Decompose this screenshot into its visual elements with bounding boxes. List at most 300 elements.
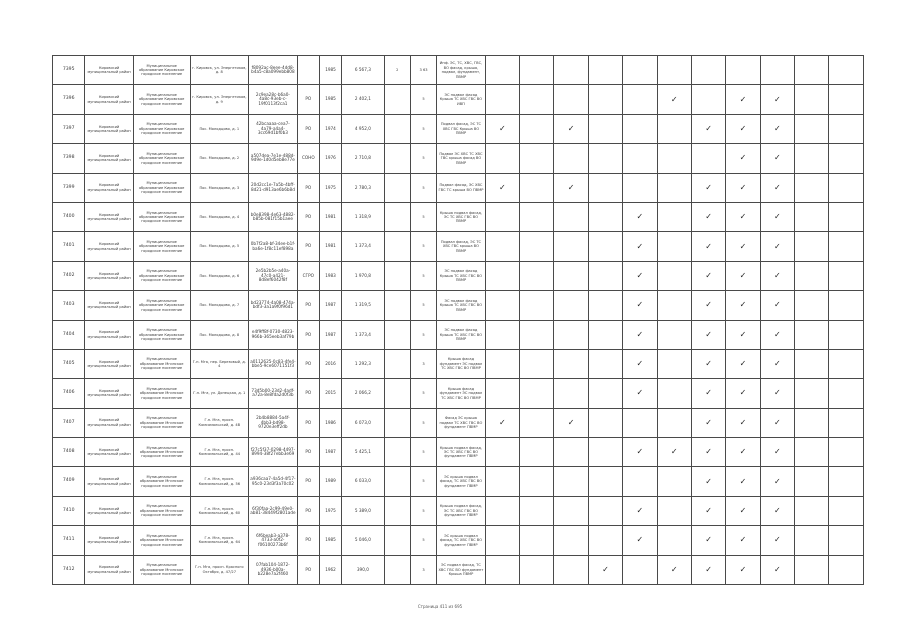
work-check-cell: [829, 408, 864, 437]
check-mark-icon: ✓: [774, 94, 781, 104]
works-list: ЭС крыша подвал фасад, ТС ХВС ГВС ВО фундамент ПВМР: [437, 526, 486, 555]
ownership-form: РО: [297, 555, 319, 584]
guid-code: 2e5b2b5e-a40a-47c0-a421-8d8ef6042f8f: [249, 261, 298, 290]
work-check-cell: [829, 526, 864, 555]
check-mark-icon: ✓: [705, 564, 712, 574]
settlement-name: Муниципальное образование Мгинское городское поселение: [133, 349, 190, 378]
build-year: 1985: [319, 526, 341, 555]
work-check-cell: [726, 438, 760, 467]
settlement-name: Муниципальное образование Кировское городское поселение: [133, 202, 190, 231]
work-check-cell: [795, 85, 829, 114]
check-mark-icon: ✓: [636, 300, 644, 310]
check-mark-icon: ✓: [739, 94, 747, 104]
work-check-cell: [588, 467, 622, 496]
work-check-cell: [657, 555, 691, 584]
entrance-count: 5: [410, 261, 436, 290]
area-value: 1 318,9: [342, 202, 384, 231]
table-row: [53, 526, 864, 555]
check-mark-icon: ✓: [705, 212, 712, 222]
floor-count: [384, 555, 410, 584]
ownership-form: РО: [297, 320, 319, 349]
check-mark-icon: ✓: [636, 447, 644, 457]
work-check-cell: [554, 114, 588, 143]
work-check-cell: [588, 291, 622, 320]
work-check-cell: [588, 349, 622, 378]
district-name: Кировский муниципальный район: [85, 56, 134, 85]
ownership-form: РО: [297, 202, 319, 231]
row-number: 7401: [53, 232, 85, 261]
check-mark-icon: ✓: [636, 535, 644, 545]
guid-code: a507dea-7e1e-488d-9d9e-1d0d5eb8e77e: [249, 144, 298, 173]
work-check-cell: [691, 261, 725, 290]
check-mark-icon: ✓: [739, 388, 747, 398]
entrance-count: 5: [410, 438, 436, 467]
work-check-cell: [760, 320, 794, 349]
check-mark-icon: ✓: [670, 447, 678, 457]
address: Г.п. Мга, ул. Донецкая, д. 1: [190, 379, 249, 408]
work-check-cell: [691, 232, 725, 261]
district-name: Кировский муниципальный район: [85, 379, 134, 408]
work-check-cell: [657, 291, 691, 320]
row-number: 7396: [53, 85, 85, 114]
address: г. Кировск, ул. Энергетиков, д. 9: [190, 85, 249, 114]
work-check-cell: [520, 320, 554, 349]
entrance-count: 5: [410, 379, 436, 408]
address: Пос. Молодцово, д. 7: [190, 291, 249, 320]
floor-count: [384, 496, 410, 525]
floor-count: [384, 144, 410, 173]
work-check-cell: [795, 114, 829, 143]
work-check-cell: [520, 85, 554, 114]
work-check-cell: [623, 173, 657, 202]
work-check-cell: [623, 408, 657, 437]
ownership-form: СОНО: [297, 144, 319, 173]
build-year: 1962: [319, 555, 341, 584]
work-check-cell: [588, 379, 622, 408]
area-value: 1 292,3: [342, 349, 384, 378]
work-check-cell: [829, 261, 864, 290]
work-check-cell: [485, 232, 519, 261]
work-check-cell: [554, 467, 588, 496]
work-check-cell: [691, 379, 725, 408]
work-check-cell: [795, 555, 829, 584]
settlement-name: Муниципальное образование Мгинское городское поселение: [133, 438, 190, 467]
ownership-form: [297, 56, 319, 85]
work-check-cell: [829, 379, 864, 408]
work-check-cell: [623, 291, 657, 320]
check-mark-icon: ✓: [636, 506, 644, 516]
check-mark-icon: ✓: [567, 417, 575, 427]
floor-count: [384, 202, 410, 231]
guid-code: 42bcaaaa-cea7-4a79-a4a4-3cc69d1bf0b3: [249, 114, 298, 143]
work-check-cell: [795, 56, 829, 85]
table-row: [53, 173, 864, 202]
work-check-cell: [588, 526, 622, 555]
work-check-cell: [623, 85, 657, 114]
table-row: [53, 232, 864, 261]
work-check-cell: [726, 291, 760, 320]
address: Пос. Молодцово, д. 1: [190, 114, 249, 143]
work-check-cell: [760, 526, 794, 555]
work-check-cell: [760, 408, 794, 437]
work-check-cell: [691, 144, 725, 173]
work-check-cell: [657, 496, 691, 525]
ownership-form: РО: [297, 349, 319, 378]
check-mark-icon: ✓: [670, 564, 678, 574]
work-check-cell: [691, 114, 725, 143]
work-check-cell: [829, 232, 864, 261]
floor-count: [384, 291, 410, 320]
work-check-cell: [623, 526, 657, 555]
check-mark-icon: ✓: [636, 359, 644, 369]
ownership-form: РО: [297, 496, 319, 525]
check-mark-icon: ✓: [636, 212, 644, 222]
entrance-count: 5: [410, 114, 436, 143]
work-check-cell: [485, 114, 519, 143]
entrance-count: 3: [410, 349, 436, 378]
work-check-cell: [726, 349, 760, 378]
table-row: [53, 555, 864, 584]
work-check-cell: [588, 408, 622, 437]
work-check-cell: [760, 379, 794, 408]
settlement-name: Муниципальное образование Кировское городское поселение: [133, 56, 190, 85]
work-check-cell: [726, 85, 760, 114]
address: Г.п. Мга, пер. Березовый, д. 4: [190, 349, 249, 378]
work-check-cell: [691, 291, 725, 320]
entrance-count: 5: [410, 526, 436, 555]
guid-code: f8092ac-8eee-4dd8-b4a5-c8a099ebb808: [249, 56, 298, 85]
check-mark-icon: ✓: [739, 212, 747, 222]
work-check-cell: [554, 526, 588, 555]
row-number: 7404: [53, 320, 85, 349]
district-name: Кировский муниципальный район: [85, 85, 134, 114]
work-check-cell: [691, 526, 725, 555]
work-check-cell: [520, 144, 554, 173]
work-check-cell: [588, 496, 622, 525]
check-mark-icon: ✓: [774, 447, 781, 457]
area-value: 5 389,0: [342, 496, 384, 525]
guid-code: 6f30faa-2c99-49e0-ab81-38449f2801ade: [249, 496, 298, 525]
check-mark-icon: ✓: [739, 417, 747, 427]
work-check-cell: [657, 144, 691, 173]
work-check-cell: [726, 232, 760, 261]
guid-code: e4f9ff8f-0730-4823-966b-365eeb3af79b: [249, 320, 298, 349]
check-mark-icon: ✓: [739, 564, 747, 574]
settlement-name: Муниципальное образование Кировское городское поселение: [133, 291, 190, 320]
build-year: 2015: [319, 379, 341, 408]
work-check-cell: [588, 555, 622, 584]
district-name: Кировский муниципальный район: [85, 408, 134, 437]
works-list: ЭС подвал фасад Крыша ТС ХВС ГВС ВО ПВМР: [437, 261, 486, 290]
works-list: ЭС подвал фасад, ТС ХВС ГВС ВО фундамент Крыша ПВМР: [437, 555, 486, 584]
work-check-cell: [485, 261, 519, 290]
floor-count: [384, 349, 410, 378]
district-name: Кировский муниципальный район: [85, 232, 134, 261]
check-mark-icon: ✓: [774, 329, 781, 339]
table-row: [53, 202, 864, 231]
work-check-cell: [623, 114, 657, 143]
area-value: 6 567,3: [342, 56, 384, 85]
work-check-cell: [691, 555, 725, 584]
settlement-name: Муниципальное образование Мгинское городское поселение: [133, 526, 190, 555]
work-check-cell: [520, 232, 554, 261]
work-check-cell: [829, 173, 864, 202]
check-mark-icon: ✓: [774, 564, 781, 574]
work-check-cell: [623, 56, 657, 85]
ownership-form: РО: [297, 114, 319, 143]
work-check-cell: [829, 144, 864, 173]
check-mark-icon: ✓: [774, 182, 781, 192]
work-check-cell: [691, 320, 725, 349]
work-check-cell: [657, 202, 691, 231]
check-mark-icon: ✓: [774, 535, 781, 545]
entrance-count: 5: [410, 173, 436, 202]
work-check-cell: [829, 438, 864, 467]
row-number: 7395: [53, 56, 85, 85]
work-check-cell: [795, 496, 829, 525]
address: Г.п. Мга, просп. Комсомольский, д. 4В: [190, 408, 249, 437]
ownership-form: РО: [297, 173, 319, 202]
check-mark-icon: ✓: [774, 270, 781, 280]
work-check-cell: [485, 467, 519, 496]
page-footer: Страница 411 из 695: [417, 604, 463, 609]
settlement-name: Муниципальное образование Кировское городское поселение: [133, 232, 190, 261]
works-list: ЭС крыша подвал фасад, ТС ХВС ГВС ВО фундамент ПВМР: [437, 467, 486, 496]
work-check-cell: [726, 173, 760, 202]
area-value: 2 066,2: [342, 379, 384, 408]
check-mark-icon: ✓: [602, 564, 609, 574]
guid-code: b0e8398-4e63-4882-b85b-081f15b1aee: [249, 202, 298, 231]
work-check-cell: [760, 555, 794, 584]
guid-code: 6f6beab3-a378-4733-a0f2-f06100273b6f: [249, 526, 298, 555]
work-check-cell: [623, 379, 657, 408]
work-check-cell: [588, 85, 622, 114]
works-list: Крыша фасад фундамент ЭС подвал ТС ХВС ГВС ВО ПВМР: [437, 379, 486, 408]
check-mark-icon: ✓: [774, 241, 781, 251]
check-mark-icon: ✓: [774, 153, 781, 163]
work-check-cell: [554, 408, 588, 437]
work-check-cell: [657, 261, 691, 290]
area-value: 390,0: [342, 555, 384, 584]
work-check-cell: [691, 56, 725, 85]
check-mark-icon: ✓: [774, 300, 781, 310]
work-check-cell: [554, 496, 588, 525]
works-list: Подвал фасад, ЭС ХВС ГВС ТС крыша ВО ПВМР: [437, 173, 486, 202]
check-mark-icon: ✓: [774, 123, 781, 133]
work-check-cell: [485, 144, 519, 173]
work-check-cell: [485, 408, 519, 437]
check-mark-icon: ✓: [774, 417, 781, 427]
work-check-cell: [520, 349, 554, 378]
work-check-cell: [760, 202, 794, 231]
build-year: 1976: [319, 144, 341, 173]
build-year: 1987: [319, 320, 341, 349]
work-check-cell: [554, 144, 588, 173]
work-check-cell: [829, 202, 864, 231]
entrance-count: 5: [410, 320, 436, 349]
district-name: Кировский муниципальный район: [85, 526, 134, 555]
floor-count: [384, 526, 410, 555]
district-name: Кировский муниципальный район: [85, 291, 134, 320]
work-check-cell: [623, 144, 657, 173]
build-year: 1981: [319, 232, 341, 261]
work-check-cell: [760, 144, 794, 173]
row-number: 7397: [53, 114, 85, 143]
build-year: 1985: [319, 56, 341, 85]
work-check-cell: [485, 56, 519, 85]
work-check-cell: [554, 349, 588, 378]
build-year: 2016: [319, 349, 341, 378]
work-check-cell: [691, 408, 725, 437]
entrance-count: 5: [410, 496, 436, 525]
work-check-cell: [520, 261, 554, 290]
work-check-cell: [588, 202, 622, 231]
works-list: Крыша подвал фасад, ЭС ТС ХВС ГВС ВО фундамент ПВМР: [437, 438, 486, 467]
work-check-cell: [691, 438, 725, 467]
work-check-cell: [726, 114, 760, 143]
district-name: Кировский муниципальный район: [85, 320, 134, 349]
address: Пос. Молодцово, д. 6: [190, 261, 249, 290]
works-list: ЭС подвал фасад Крыша ТС ХВС ГВС ВО ПВМР: [437, 320, 486, 349]
table-row: [53, 438, 864, 467]
work-check-cell: [760, 173, 794, 202]
work-check-cell: [760, 114, 794, 143]
area-value: 5 046,0: [342, 526, 384, 555]
table-row: [53, 291, 864, 320]
settlement-name: Муниципальное образование Мгинское городское поселение: [133, 467, 190, 496]
check-mark-icon: ✓: [739, 535, 747, 545]
work-check-cell: [691, 467, 725, 496]
work-check-cell: [726, 408, 760, 437]
work-check-cell: [485, 438, 519, 467]
work-check-cell: [588, 438, 622, 467]
table-row: [53, 261, 864, 290]
row-number: 7403: [53, 291, 85, 320]
work-check-cell: [520, 526, 554, 555]
entrance-count: 5: [410, 144, 436, 173]
work-check-cell: [760, 467, 794, 496]
ownership-form: РО: [297, 408, 319, 437]
row-number: 7407: [53, 408, 85, 437]
build-year: 1974: [319, 114, 341, 143]
work-check-cell: [760, 261, 794, 290]
work-check-cell: [795, 173, 829, 202]
district-name: Кировский муниципальный район: [85, 555, 134, 584]
address: г. Кировск, ул. Энергетиков, д. 8: [190, 56, 249, 85]
check-mark-icon: ✓: [739, 300, 747, 310]
build-year: 1987: [319, 291, 341, 320]
build-year: 1975: [319, 173, 341, 202]
check-mark-icon: ✓: [636, 241, 644, 251]
check-mark-icon: ✓: [739, 241, 747, 251]
work-check-cell: [554, 291, 588, 320]
guid-code: 2b4b8884-5a4f-4bb3-bd98-9720e3eff2db: [249, 408, 298, 437]
area-value: 1 373,4: [342, 232, 384, 261]
work-check-cell: [554, 56, 588, 85]
district-name: Кировский муниципальный район: [85, 438, 134, 467]
ownership-form: РО: [297, 291, 319, 320]
work-check-cell: [623, 555, 657, 584]
work-check-cell: [795, 232, 829, 261]
work-check-cell: [829, 56, 864, 85]
work-check-cell: [657, 379, 691, 408]
work-check-cell: [657, 467, 691, 496]
table-row: [53, 496, 864, 525]
work-check-cell: [829, 320, 864, 349]
work-check-cell: [588, 232, 622, 261]
ownership-form: РО: [297, 379, 319, 408]
check-mark-icon: ✓: [636, 270, 644, 280]
row-number: 7409: [53, 467, 85, 496]
work-check-cell: [795, 408, 829, 437]
work-check-cell: [485, 320, 519, 349]
work-check-cell: [623, 261, 657, 290]
check-mark-icon: ✓: [499, 182, 506, 192]
work-check-cell: [520, 408, 554, 437]
work-check-cell: [691, 496, 725, 525]
settlement-name: Муниципальное образование Мгинское городское поселение: [133, 555, 190, 584]
work-check-cell: [829, 496, 864, 525]
settlement-name: Муниципальное образование Кировское городское поселение: [133, 114, 190, 143]
district-name: Кировский муниципальный район: [85, 114, 134, 143]
check-mark-icon: ✓: [705, 123, 712, 133]
check-mark-icon: ✓: [739, 182, 747, 192]
row-number: 7411: [53, 526, 85, 555]
table-row: [53, 467, 864, 496]
work-check-cell: [726, 261, 760, 290]
table-row: [53, 85, 864, 114]
build-year: 1981: [319, 202, 341, 231]
check-mark-icon: ✓: [739, 329, 747, 339]
work-check-cell: [588, 144, 622, 173]
check-mark-icon: ✓: [705, 359, 712, 369]
check-mark-icon: ✓: [705, 447, 712, 457]
row-number: 7398: [53, 144, 85, 173]
work-check-cell: [657, 232, 691, 261]
work-check-cell: [554, 202, 588, 231]
entrance-count: 5: [410, 291, 436, 320]
work-check-cell: [760, 496, 794, 525]
table-row: [53, 144, 864, 173]
table-row: [53, 320, 864, 349]
address: Пос. Молодцово, д. 4: [190, 202, 249, 231]
build-year: 1986: [319, 408, 341, 437]
guid-code: bd23774-4a08-474a-bdf3-3a1a9f0f96d1: [249, 291, 298, 320]
check-mark-icon: ✓: [567, 182, 575, 192]
works-list: Подвал ЭС ХВС ТС ХВС ГВС крыша фасад ВО ПВМР: [437, 144, 486, 173]
address: Пос. Молодцово, д. 2: [190, 144, 249, 173]
area-value: 1 970,8: [342, 261, 384, 290]
guid-code: 07fab104-1872-4936-b00a-b228e7a2f460: [249, 555, 298, 584]
build-year: 1985: [319, 85, 341, 114]
table-row: [53, 379, 864, 408]
settlement-name: Муниципальное образование Кировское городское поселение: [133, 144, 190, 173]
district-name: Кировский муниципальный район: [85, 467, 134, 496]
work-check-cell: [829, 114, 864, 143]
row-number: 7400: [53, 202, 85, 231]
works-list: Крыша подвал фасад, ЭС ТС ХВС ГВС ВО ПВМР: [437, 202, 486, 231]
address: Пос. Молодцово, д. 5: [190, 232, 249, 261]
area-value: 6 033,0: [342, 467, 384, 496]
settlement-name: Муниципальное образование Кировское городское поселение: [133, 85, 190, 114]
work-check-cell: [760, 349, 794, 378]
check-mark-icon: ✓: [774, 359, 781, 369]
check-mark-icon: ✓: [705, 388, 712, 398]
check-mark-icon: ✓: [705, 329, 712, 339]
entrance-count: 5: [410, 408, 436, 437]
works-list: Инф. ЭС, ТС, ХВС, ГВС, ВО фасад, крыша, подвал, фундамент, ПВМР: [437, 56, 486, 85]
area-value: 5 425,1: [342, 438, 384, 467]
